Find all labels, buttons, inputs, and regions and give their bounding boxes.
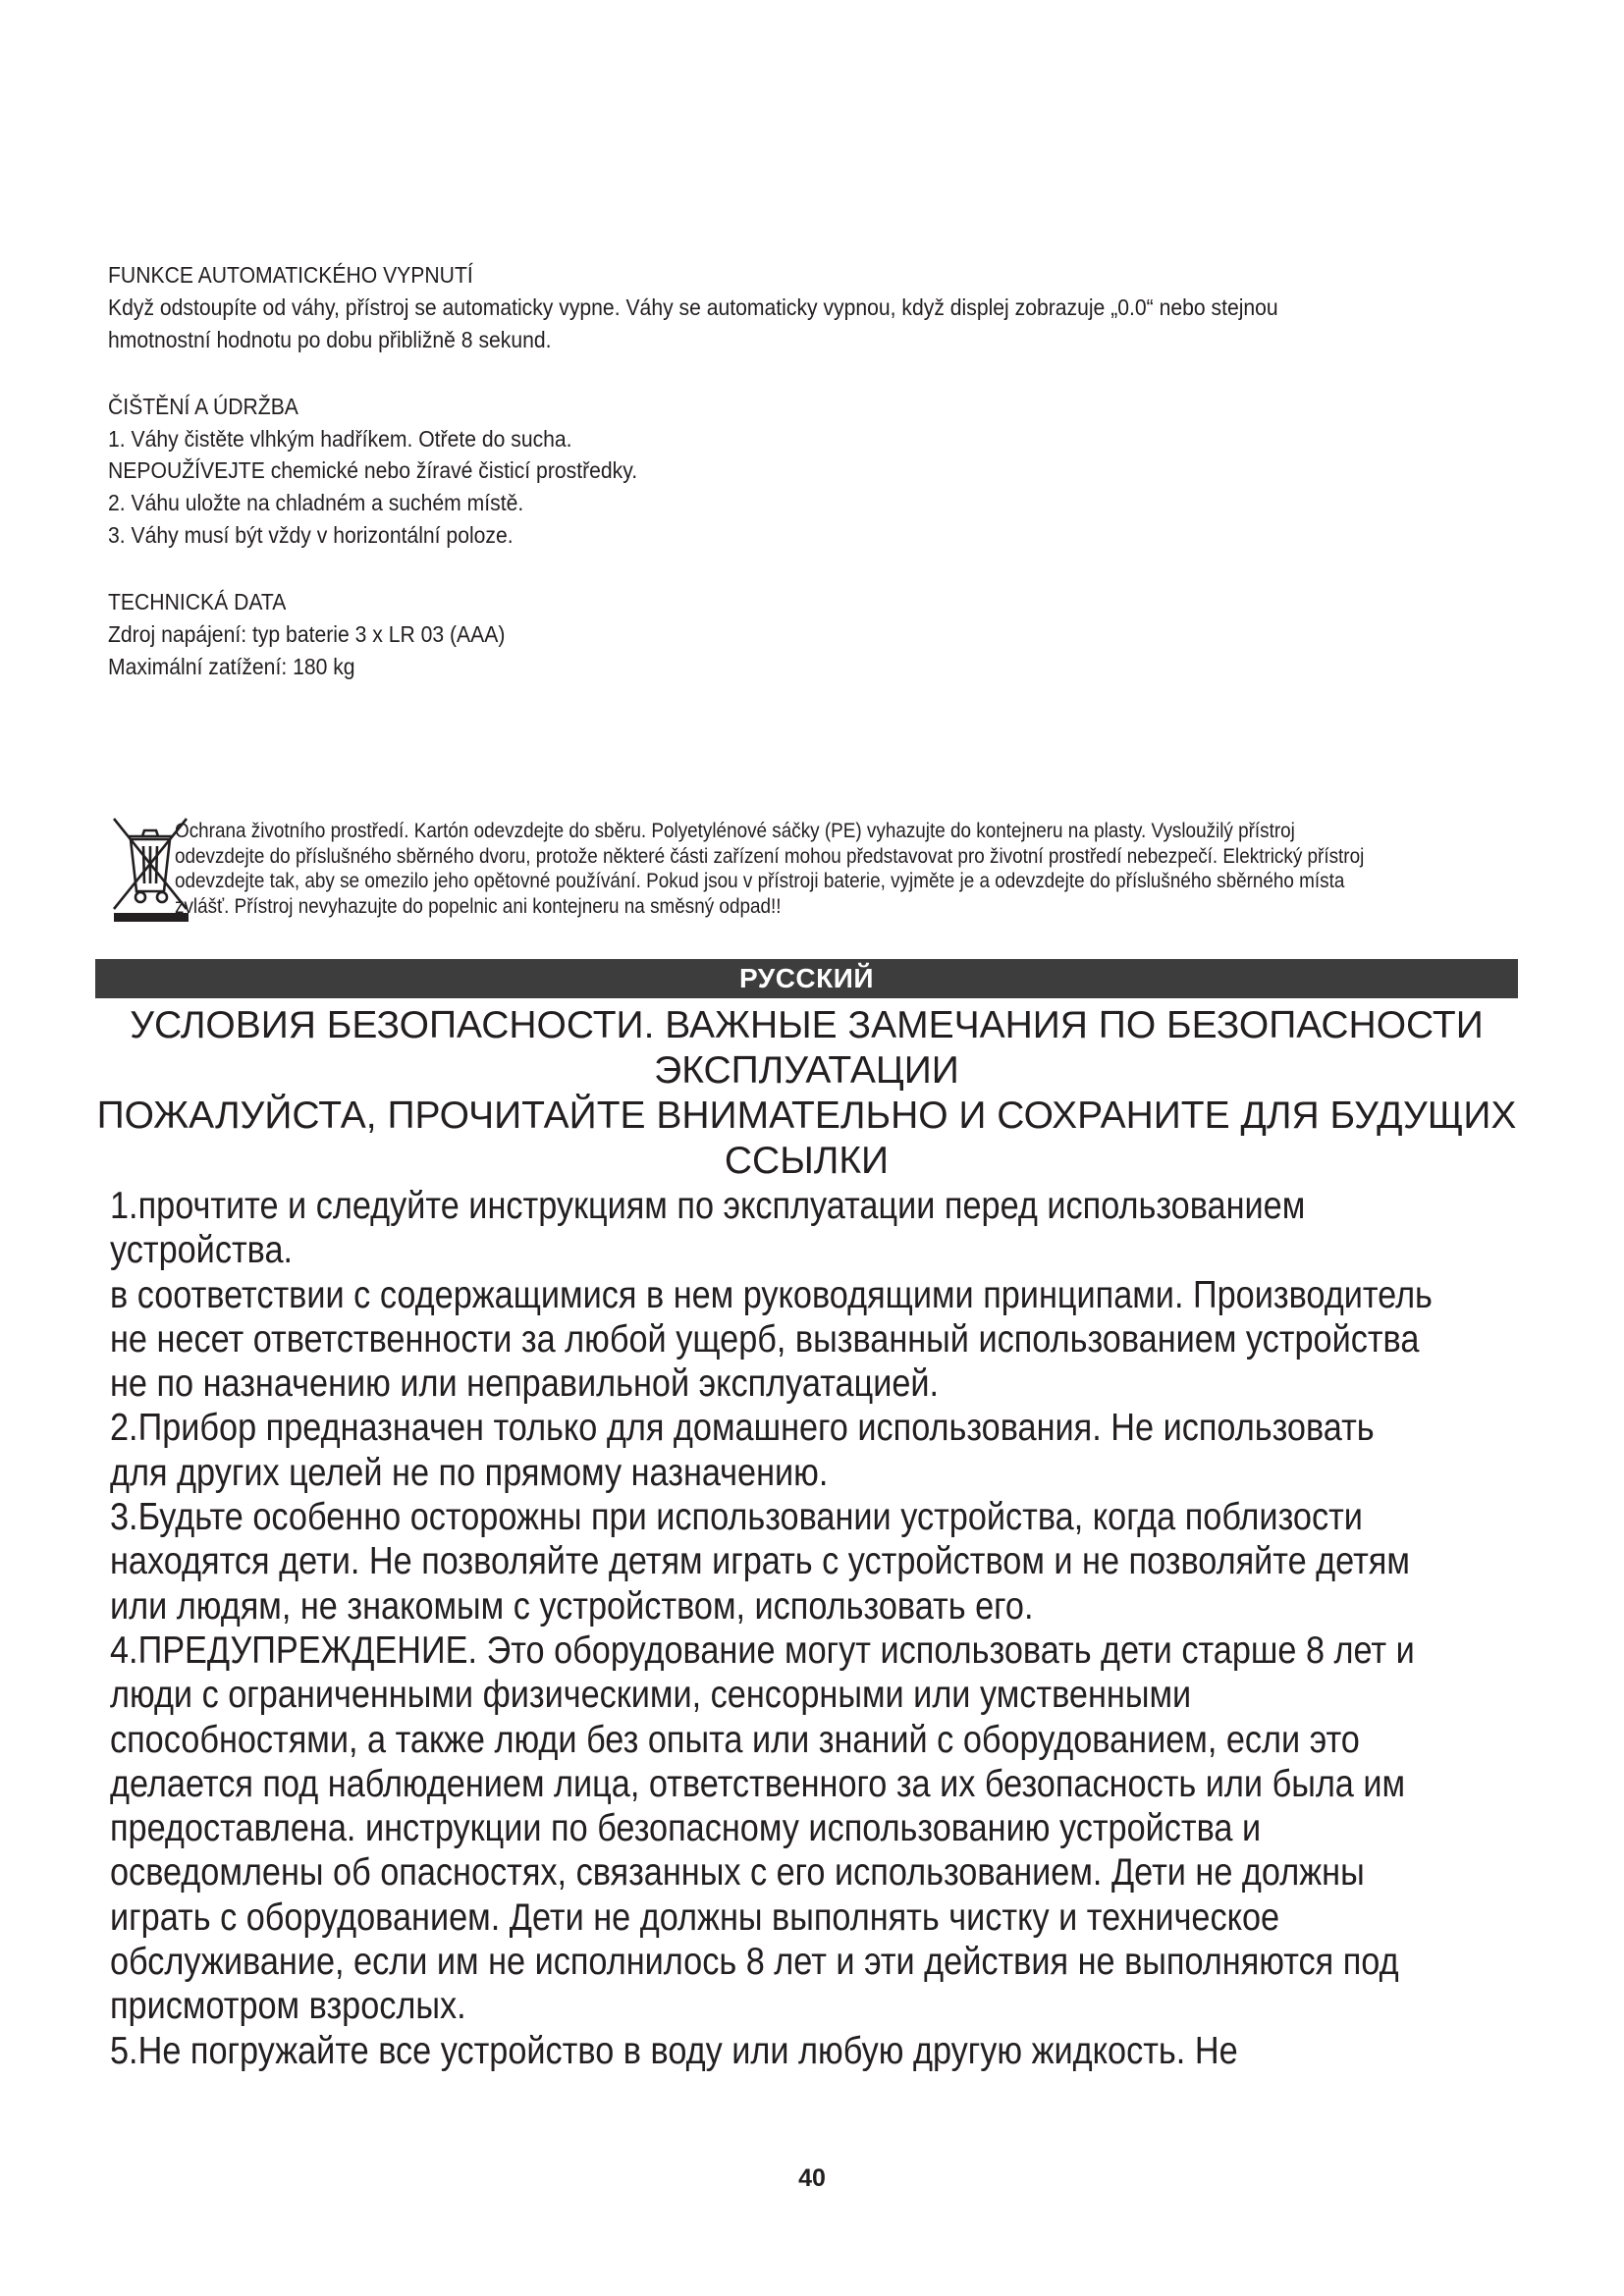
paragraph-line: способностями, а также люди без опыта или знаний с оборудованием, если это [110, 1718, 1360, 1761]
environment-text [175, 819, 1527, 919]
czech-section [108, 259, 1380, 718]
paragraph-line: 5.Не погружайте все устройство в воду или любую другую жидкость. Не [110, 2029, 1238, 2072]
paragraph-line: hmotnostní hodnotu po dobu přibližně 8 sekund. [108, 326, 552, 352]
paragraph-line: делается под наблюдением лица, ответственного за их безопасность или была им [110, 1762, 1406, 1805]
paragraph-line: люди с ограниченными физическими, сенсорными или умственными [110, 1674, 1192, 1717]
section-heading: FUNKCE AUTOMATICKÉHO VYPNUTÍ [108, 262, 473, 288]
title-line: УСЛОВИЯ БЕЗОПАСНОСТИ. ВАЖНЫЕ ЗАМЕЧАНИЯ ПО БЕЗОПАСНОСТИ [130, 1004, 1484, 1046]
paragraph-line: играть с оборудованием. Дети не должны выполнять чистку и техническое [110, 1896, 1280, 1939]
paragraph-line: находятся дети. Не позволяйте детям играть с устройством и не позволяйте детям [110, 1540, 1410, 1583]
paragraph-line: NEPOUŽÍVEJTE chemické nebo žíravé čisticí prostředky. [108, 457, 638, 484]
paragraph-line: 4.ПРЕДУПРЕЖДЕНИЕ. Это оборудование могут использовать дети старше 8 лет и [110, 1629, 1415, 1672]
paragraph-line: 1.прочтите и следуйте инструкциям по эксплуатации перед использованием [110, 1185, 1306, 1227]
paragraph-line: в соответствии с содержащимися в нем руководящими принципами. Производитель [110, 1273, 1433, 1316]
paragraph-line: Ochrana životního prostředí. Kartón odevzdejte do sběru. Polyetylénové sáčky (PE) vyhazujte do kontejneru na plasty. Vysloužilý přístroj [175, 820, 1295, 842]
paragraph-line: 3.Будьте особенно осторожны при использовании устройства, когда поблизости [110, 1496, 1363, 1539]
paragraph-line: odevzdejte tak, aby se omezilo jeho opětovné používání. Pokud jsou v přístroji baterie, vyjměte je a odevzdejte do příslušného sběrného místa [175, 870, 1345, 892]
title-line: ПОЖАЛУЙСТА, ПРОЧИТАЙТЕ ВНИМАТЕЛЬНО И СОХРАНИТЕ ДЛЯ БУДУЩИХ [96, 1095, 1517, 1137]
paragraph-line: для других целей не по прямому назначению. [110, 1451, 829, 1494]
paragraph-line: Maximální zatížení: 180 kg [108, 653, 355, 679]
language-label: РУССКИЙ [738, 963, 874, 993]
cleaning-section [108, 391, 1380, 552]
language-section-bar [95, 959, 1518, 998]
paragraph-line: или людям, не знакомым с устройством, использовать его. [110, 1584, 1034, 1628]
section-heading: TECHNICKÁ DATA [108, 589, 287, 615]
paragraph-line: 2.Прибор предназначен только для домашнего использования. Не использовать [110, 1407, 1375, 1450]
paragraph-line: не несет ответственности за любой ущерб, вызванный использованием устройства [110, 1317, 1420, 1361]
paragraph-line: 3. Váhy musí být vždy v horizontální poloze. [108, 522, 514, 549]
paragraph-line: 1. Váhy čistěte vlhkým hadříkem. Otřete do sucha. [108, 425, 572, 452]
paragraph-line: осведомлены об опасностях, связанных с его использованием. Дети не должны [110, 1851, 1365, 1895]
paragraph-line: Když odstoupíte od váhy, přístroj se automaticky vypne. Váhy se automaticky vypnou, když displej zobrazuje „0.0“ nebo stejnou [108, 294, 1278, 320]
paragraph-line: предоставлена. инструкции по безопасному использованию устройства и [110, 1807, 1262, 1850]
environment-notice [110, 815, 1534, 933]
paragraph-line: zvlášť. Přístroj nevyhazujte do popelnic ani kontejneru na směsný odpad!! [175, 894, 782, 918]
paragraph-line: присмотром взрослых. [110, 1985, 466, 2028]
paragraph-line: обслуживание, если им не исполнилось 8 лет и эти действия не выполняются под [110, 1941, 1399, 1984]
paragraph-line: 2. Váhu uložte na chladném a suchém místě. [108, 490, 524, 516]
paragraph-line: odevzdejte do příslušného sběrného dvoru, protože některé části zařízení mohou představovat pro životní prostředí nebezpečí. Elektrický přístroj [175, 844, 1365, 868]
russian-safety-instructions [110, 1184, 1433, 2073]
russian-safety-title [95, 1003, 1518, 1184]
title-line: ССЫЛКИ [724, 1140, 890, 1182]
page-number: 40 [798, 2164, 826, 2192]
paragraph-line: Zdroj napájení: typ baterie 3 x LR 03 (AAA) [108, 621, 506, 648]
paragraph-line: не по назначению или неправильной эксплуатацией. [110, 1362, 940, 1406]
paragraph-line: устройства. [110, 1229, 294, 1272]
title-line: ЭКСПЛУАТАЦИИ [654, 1049, 959, 1092]
auto-off-section [108, 259, 1380, 356]
section-heading: ČIŠTĚNÍ A ÚDRŽBA [108, 393, 298, 419]
technical-data-section [108, 586, 1380, 683]
